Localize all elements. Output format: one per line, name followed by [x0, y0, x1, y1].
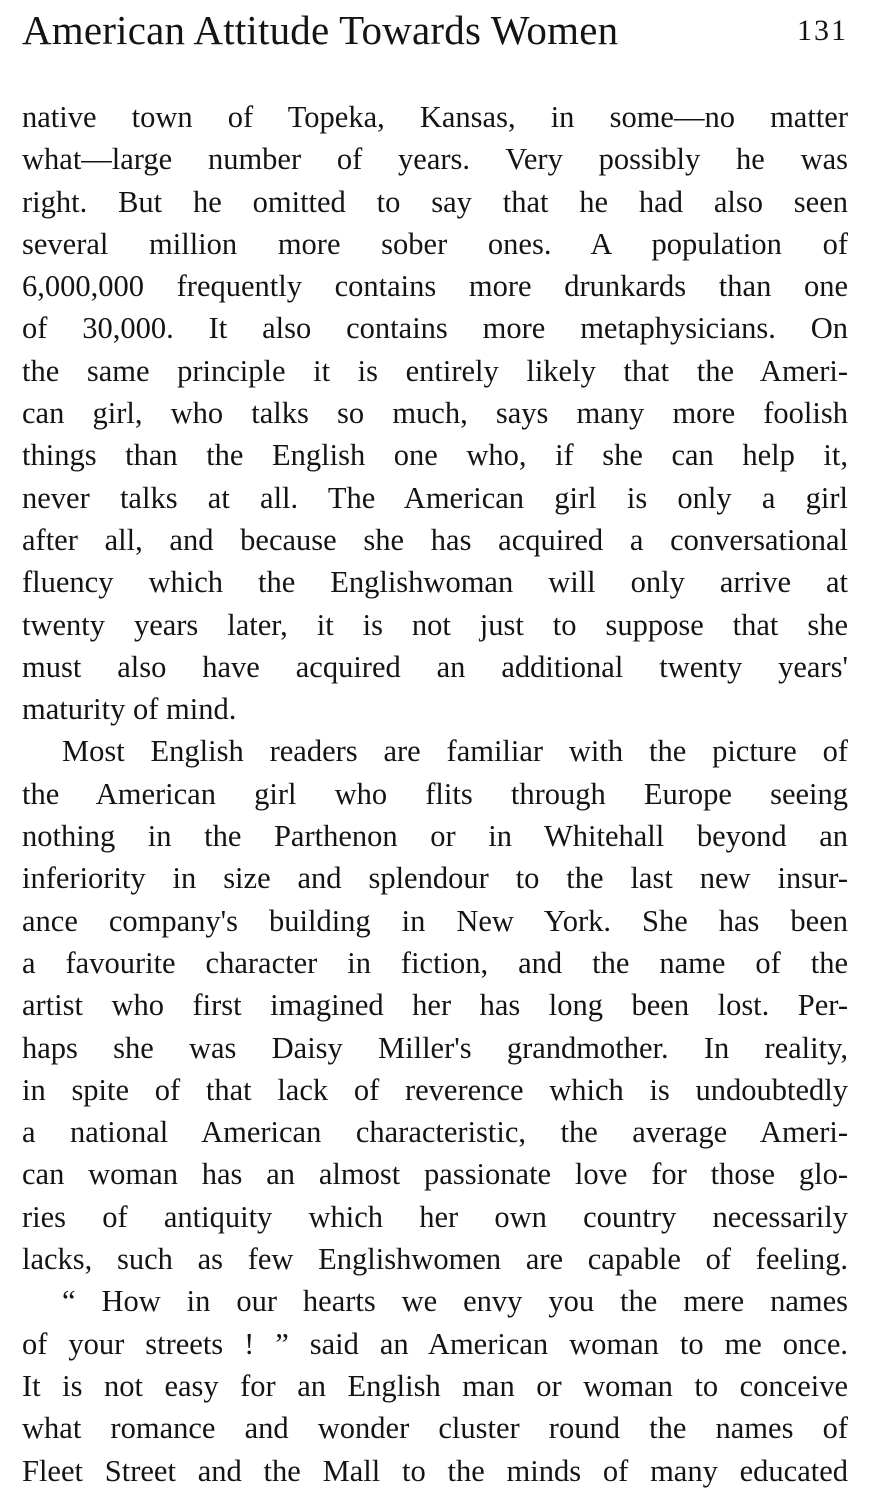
text-line: can woman has an almost passionate love for those glo- — [22, 1157, 848, 1192]
text-line: native town of Topeka, Kansas, in some—no matter — [22, 100, 848, 134]
running-title: American Attitude Towards Women — [22, 7, 619, 53]
text-line: what romance and wonder cluster round the names of — [22, 1411, 848, 1446]
text-line: in spite of that lack of reverence which is undoubtedly — [22, 1072, 848, 1107]
text-line: the American girl who flits through Europe seeing — [22, 776, 848, 811]
text-line: of 30,000. It also contains more metaphysicians. On — [22, 311, 848, 346]
text-line: after all, and because she has acquired a conversational — [22, 522, 848, 557]
text-line: things than the English one who, if she can help it, — [22, 438, 848, 473]
text-line: artist who first imagined her has long been lost. Per- — [22, 988, 848, 1023]
text-line: must also have acquired an additional twenty years' — [22, 649, 848, 684]
paragraph-end-line: maturity of mind. — [22, 692, 237, 727]
text-line: inferiority in size and splendour to the last new insur- — [22, 861, 848, 896]
text-line: 6,000,000 frequently contains more drunkards than one — [22, 269, 848, 304]
body-text — [22, 96, 848, 1492]
text-line: right. But he omitted to say that he had also seen — [22, 184, 848, 219]
paragraph-start-line: “ How in our hearts we envy you the mere names — [62, 1284, 848, 1319]
book-page — [22, 0, 848, 1505]
text-line: never talks at all. The American girl is only a girl — [22, 480, 848, 515]
text-line: several million more sober ones. A population of — [22, 226, 848, 261]
text-line: a favourite character in fiction, and the name of the — [22, 945, 848, 980]
text-line: fluency which the Englishwoman will only arrive at — [22, 565, 848, 600]
text-line: haps she was Daisy Miller's grandmother. In reality, — [22, 1030, 848, 1065]
text-line: the same principle it is entirely likely that the Ameri- — [22, 353, 848, 388]
text-line: ries of antiquity which her own country necessarily — [22, 1199, 848, 1234]
text-line: Fleet Street and the Mall to the minds of many educated — [22, 1453, 848, 1488]
running-head — [22, 0, 848, 70]
text-line: a national American characteristic, the average Ameri- — [22, 1115, 848, 1150]
paragraph-end-line: lacks, such as few Englishwomen are capable of feeling. — [22, 1242, 848, 1277]
text-line: what—large number of years. Very possibly he was — [22, 142, 848, 177]
text-line: ance company's building in New York. She has been — [22, 903, 848, 938]
text-line: nothing in the Parthenon or in Whitehall beyond an — [22, 819, 848, 854]
text-line: It is not easy for an English man or woman to conceive — [22, 1368, 848, 1403]
text-line: of your streets ! ” said an American woman to me once. — [22, 1326, 848, 1361]
page-number: 131 — [797, 14, 848, 47]
paragraph-start-line: Most English readers are familiar with the picture of — [62, 734, 848, 769]
text-line: can girl, who talks so much, says many more foolish — [22, 396, 848, 431]
text-line: twenty years later, it is not just to suppose that she — [22, 607, 848, 642]
